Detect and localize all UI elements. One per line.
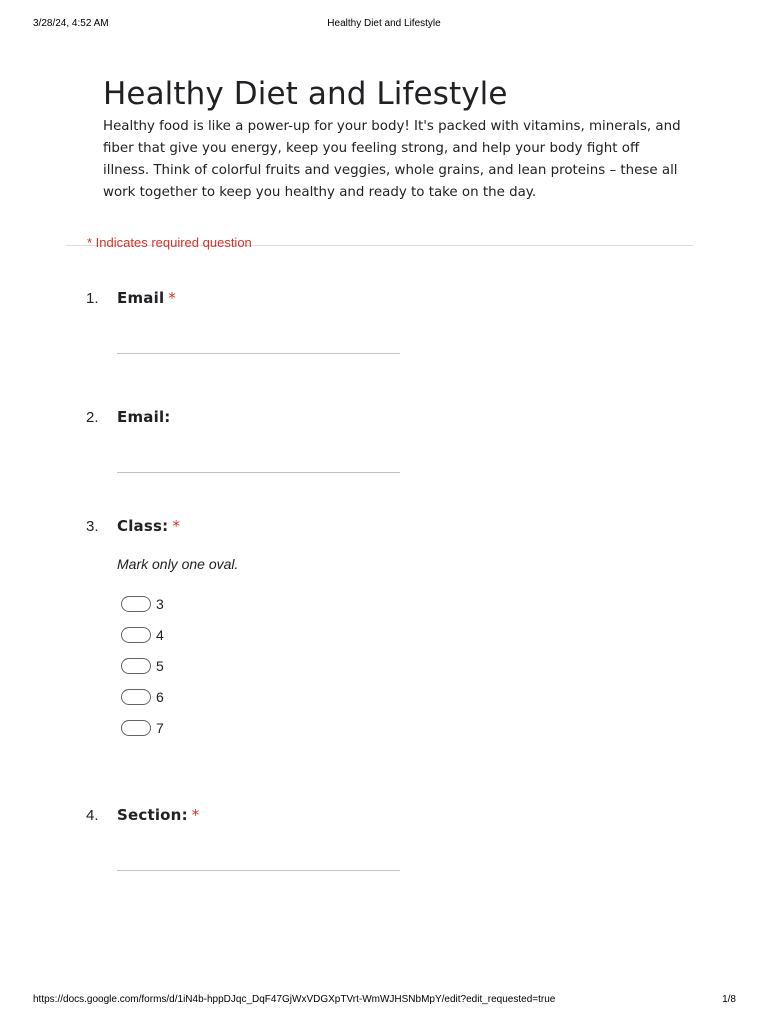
option-label: 6: [156, 689, 164, 705]
option-label: 7: [156, 720, 164, 736]
required-note: * Indicates required question: [87, 235, 252, 250]
print-title: Healthy Diet and Lifestyle: [327, 18, 441, 29]
question-label: Section: *: [117, 806, 200, 824]
question-number: 4.: [86, 807, 99, 824]
form-description: Healthy food is like a power-up for your body! It's packed with vitamins, minerals, and fiber that give you energy, keep you feeling strong, and help your body fight off illness. Think of colorful fruits and veggies, whole grains, and lean proteins – these all work together to keep you healthy and ready to take on the day.: [103, 119, 681, 200]
required-star: *: [168, 289, 176, 307]
question-number: 2.: [86, 409, 99, 426]
page-number: 1/8: [722, 994, 736, 1005]
section-answer-field[interactable]: [117, 870, 400, 871]
print-url: https://docs.google.com/forms/d/1iN4b-hppDJqc_DqF47GjWxVDGXpTVrt-WmWJHSNbMpY/edit?edit_requested=true: [33, 994, 556, 1005]
email-secondary-answer-field[interactable]: [117, 472, 400, 473]
radio-oval[interactable]: [121, 720, 151, 736]
option-label: 5: [156, 658, 164, 674]
question-label: Class: *: [117, 517, 181, 535]
radio-oval[interactable]: [121, 627, 151, 643]
radio-oval[interactable]: [121, 596, 151, 612]
helper-text: Mark only one oval.: [117, 556, 239, 572]
option-label: 3: [156, 596, 164, 612]
print-header: [0, 18, 768, 32]
print-footer: [0, 994, 768, 1008]
email-answer-field[interactable]: [117, 353, 400, 354]
print-datetime: 3/28/24, 4:52 AM: [33, 18, 109, 29]
required-star: *: [172, 517, 181, 535]
form-title: Healthy Diet and Lifestyle: [103, 76, 508, 112]
required-star: *: [191, 806, 200, 824]
radio-oval[interactable]: [121, 689, 151, 705]
question-label: Email:: [117, 408, 171, 426]
question-label: Email *: [117, 289, 176, 307]
question-number: 1.: [86, 290, 99, 307]
option-label: 4: [156, 627, 164, 643]
question-number: 3.: [86, 518, 99, 535]
radio-oval[interactable]: [121, 658, 151, 674]
